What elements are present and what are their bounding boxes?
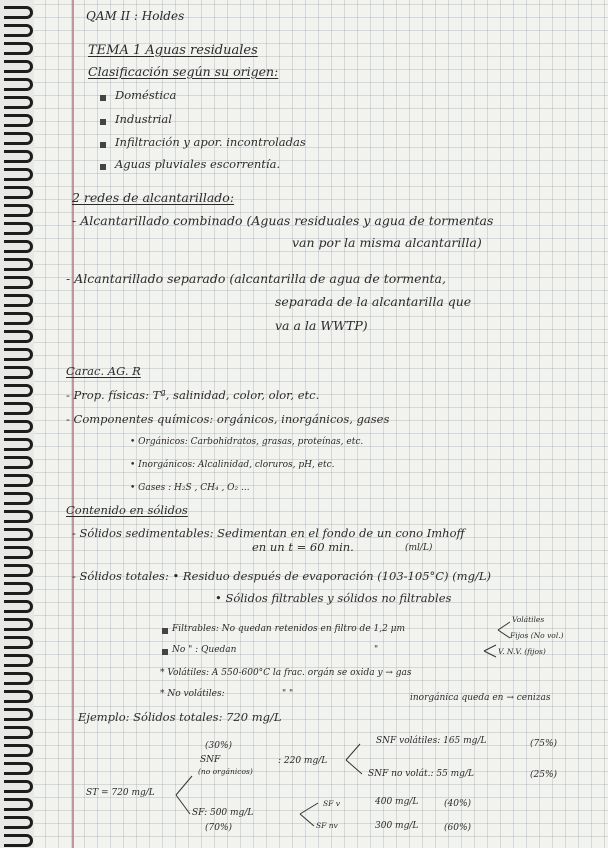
no-volatiles-def: * No volátiles: [160, 689, 225, 699]
sf-volatiles-label: SF v [323, 799, 340, 808]
redes-separado-line2: separada de la alcantarilla que [275, 294, 472, 309]
carac-fisicas: - Prop. físicas: Tª, salinidad, color, olor, etc. [66, 388, 320, 402]
brace-sf-icon [300, 803, 318, 826]
no-volatiles-end: inorgánica queda en → cenizas [410, 693, 551, 703]
filtrables-def: Filtrables: No quedan retenidos en filtro de 1,2 μm [172, 624, 406, 634]
snf-no-volatiles-pct: (25%) [530, 770, 558, 780]
nv-label: V. N.V. (fijos) [498, 647, 546, 656]
redes-separado-line1: - Alcantarillado separado (alcantarilla de agua de tormenta, [66, 271, 446, 286]
brace-st-icon [176, 776, 192, 814]
ejemplo-title: Ejemplo: Sólidos totales: 720 mg/L [78, 710, 282, 724]
carac-gases: • Gases : H₂S , CH₄ , O₂ ... [130, 483, 250, 493]
solidos-title: Contenido en sólidos [66, 503, 188, 517]
redes-separado-line3: va a la WWTP) [275, 318, 368, 333]
sf-no-volatiles-pct: (60%) [444, 823, 472, 833]
arrow-volatiles-fijos-icon [498, 622, 510, 638]
solidos-filtrables-line: • Sólidos filtrables y sólidos no filtrables [215, 591, 452, 605]
snf-pct: (30%) [205, 741, 233, 751]
st-total: ST = 720 mg/L [86, 788, 155, 798]
sf-value: SF: 500 mg/L [192, 808, 254, 818]
no-volatiles-ditto: " " [282, 689, 294, 699]
sf-no-volatiles-value: 300 mg/L [375, 821, 419, 831]
redes-combinado-line1: - Alcantarillado combinado (Aguas residuales y agua de tormentas [72, 213, 494, 228]
snf-volatiles-pct: (75%) [530, 739, 558, 749]
brace-snf-icon [346, 744, 362, 774]
carac-quimicos: - Componentes químicos: orgánicos, inorgánicos, gases [66, 412, 390, 426]
solidos-sedimentables: - Sólidos sedimentables: Sedimentan en el fondo de un cono Imhoff [72, 526, 465, 540]
carac-organicos: • Orgánicos: Carbohidratos, grasas, proteínas, etc. [130, 437, 364, 447]
volatiles-def: * Volátiles: A 550-600°C la frac. orgán se oxida y → gas [160, 668, 412, 678]
carac-inorganicos: • Inorgánicos: Alcalinidad, cloruros, pH, etc. [130, 460, 335, 470]
solidos-totales: - Sólidos totales: • Residuo después de evaporación (103-105°C) (mg/L) [72, 569, 491, 583]
list-item: Infiltración y apor. incontroladas [115, 135, 306, 149]
page-header: QAM II : Holdes [86, 9, 185, 23]
snf-no-volatiles: SNF no volát.: 55 mg/L [368, 769, 474, 779]
list-item: Industrial [115, 112, 172, 126]
sf-pct: (70%) [205, 823, 233, 833]
snf-value: : 220 mg/L [278, 756, 328, 766]
solidos-sed-time: en un t = 60 min. [252, 540, 354, 554]
list-item: Aguas pluviales escorrentía. [115, 157, 281, 171]
snf-label: SNF [200, 755, 221, 765]
snf-sub: (no orgánicos) [198, 767, 253, 776]
list-item: Doméstica [115, 88, 177, 102]
redes-title: 2 redes de alcantarillado: [72, 190, 235, 205]
volatiles-label: Volátiles [512, 615, 545, 624]
sf-volatiles-value: 400 mg/L [375, 797, 419, 807]
no-filtrables-def: No " : Quedan [172, 645, 237, 655]
sf-volatiles-pct: (40%) [444, 799, 472, 809]
solidos-sed-unit: (ml/L) [405, 543, 433, 553]
snf-volatiles: SNF volátiles: 165 mg/L [376, 736, 487, 746]
fijos-label: Fijos (No vol.) [510, 631, 564, 640]
no-filtrables-ditto: " [374, 645, 379, 655]
tema-title: TEMA 1 Aguas residuales [88, 43, 258, 58]
sf-no-volatiles-label: SF nv [316, 821, 338, 830]
clasificacion-title: Clasificación según su origen: [88, 64, 279, 79]
arrow-v-nv-icon [484, 645, 496, 657]
redes-combinado-line2: van por la misma alcantarilla) [292, 235, 482, 250]
carac-title: Carac. AG. R [66, 364, 141, 378]
